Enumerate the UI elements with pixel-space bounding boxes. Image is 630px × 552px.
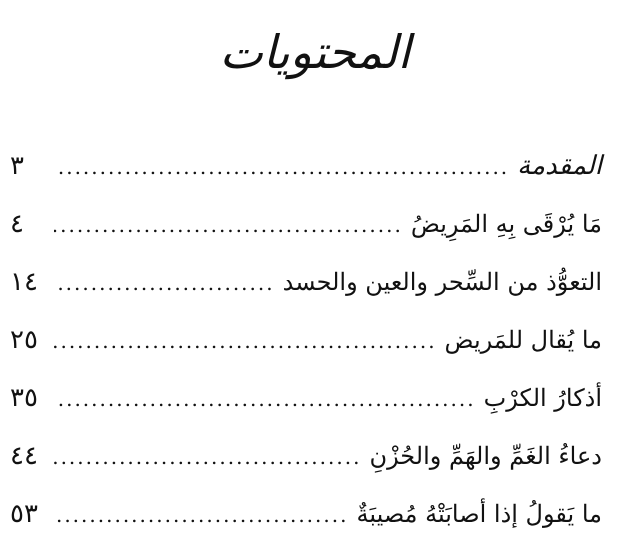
toc-entry-label: دعاءُ الغَمِّ والهَمِّ والحُزْنِ [369, 442, 602, 470]
toc-page-number: ٣ [10, 151, 24, 181]
toc-entry-label: ما يُقال للمَريض [444, 326, 602, 354]
dot-leader [54, 205, 403, 245]
toc-page-number: ٥٣ [10, 499, 38, 529]
dot-leader [54, 321, 437, 361]
toc-entry-label: المقدمة [517, 151, 602, 181]
toc-page-number: ٤٤ [10, 441, 38, 471]
toc-page-number: ٤ [10, 209, 24, 239]
page-title: المحتويات [219, 25, 411, 79]
toc-entry-label: مَا يُرْقَى بِهِ المَرِيضُ [410, 210, 602, 238]
dot-leader [54, 495, 348, 535]
toc-entry-label: أذكارُ الكرْبِ [483, 384, 602, 412]
toc-page-number: ١٤ [10, 267, 38, 297]
dot-leader [54, 263, 275, 303]
toc-row[interactable] [10, 378, 602, 436]
table-of-contents [10, 146, 602, 552]
toc-entry-label: التعوُّذ من السِّحر والعين والحسد [282, 268, 602, 296]
dot-leader [54, 379, 476, 419]
toc-entry-label: ما يَقولُ إذا أصابَتْهُ مُصيبَةٌ [356, 500, 602, 528]
toc-row[interactable] [10, 320, 602, 378]
toc-row-intro[interactable] [10, 146, 602, 204]
toc-row[interactable] [10, 494, 602, 552]
toc-page-number: ٣٥ [10, 383, 38, 413]
toc-row[interactable] [10, 262, 602, 320]
toc-page-number: ٢٥ [10, 325, 38, 355]
toc-row[interactable] [10, 204, 602, 262]
dot-leader [54, 147, 509, 187]
dot-leader [54, 437, 361, 477]
toc-row[interactable] [10, 436, 602, 494]
